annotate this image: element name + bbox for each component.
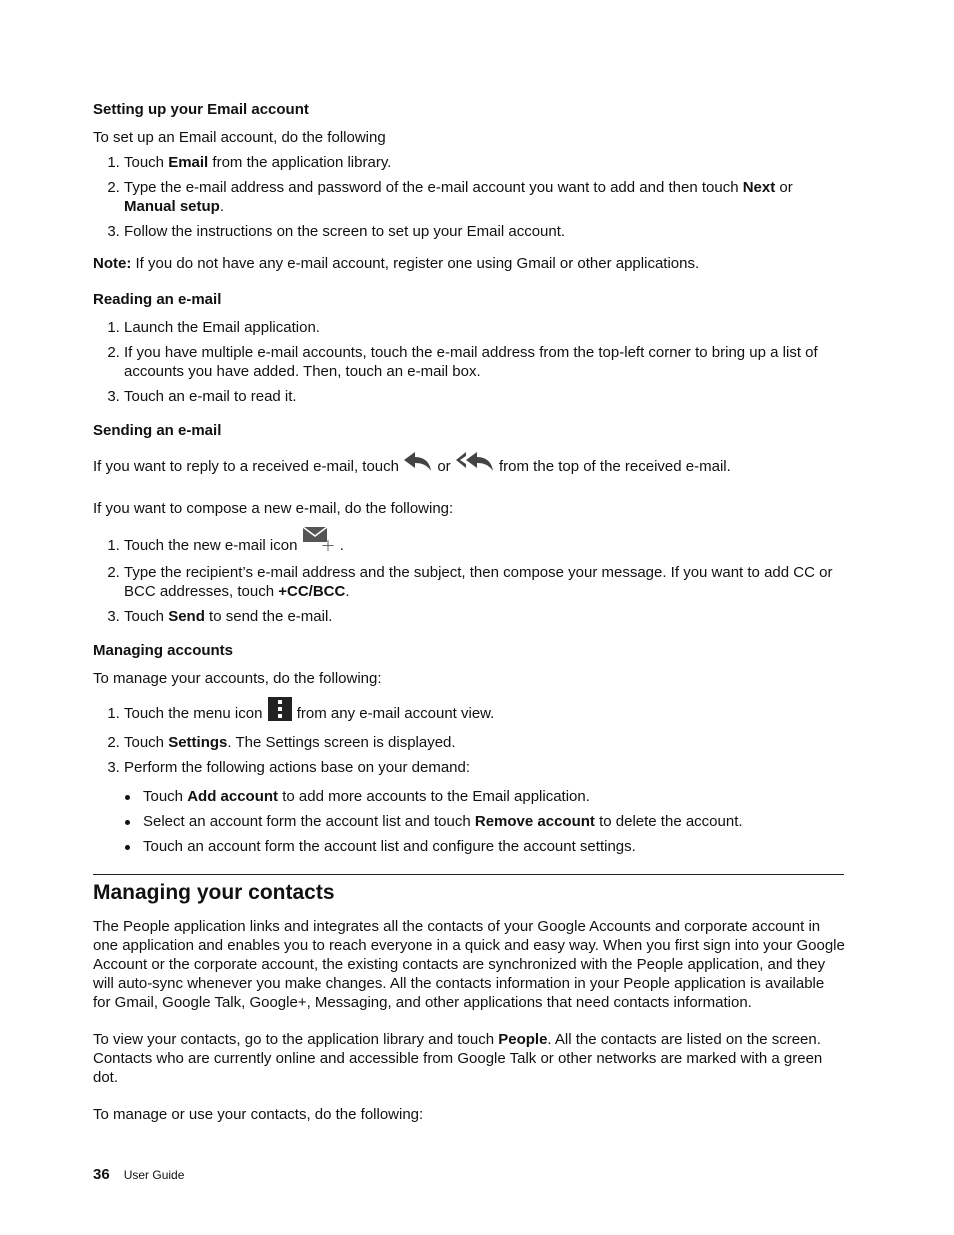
menu-icon <box>267 696 293 727</box>
contacts-title: Managing your contacts <box>93 881 335 904</box>
section-divider <box>93 874 844 875</box>
contacts-para-1: The People application links and integrates all the contacts of your Google Accounts and corporate account in one application and enables you to reach everyone in a quick and easy way. When you first sign into your Google Account or the corporate account, the existing contacts are synchronized with the People application, and they will auto-sync whenever you make changes. All the contacts information in your People application is available for Gmail, Google Talk, Google+, Messaging, and other applications that need contacts information. <box>93 918 845 1011</box>
managing-actions <box>112 787 845 856</box>
list-item: 1. Launch the Email application. <box>124 318 845 337</box>
managing-intro: To manage your accounts, do the following: <box>93 670 382 687</box>
page-number: 36 <box>93 1166 110 1183</box>
setup-heading: Setting up your Email account <box>93 101 309 118</box>
document-body <box>93 100 845 1124</box>
sending-heading: Sending an e-mail <box>93 422 222 439</box>
list-item: 2. Type the e-mail address and password of the e-mail account you want to add and then touch Next or Manual setup. <box>124 178 845 216</box>
setup-note: Note: If you do not have any e-mail account, register one using Gmail or other applications. <box>93 255 700 272</box>
footer-title: User Guide <box>123 1168 185 1182</box>
list-item: Touch Add account to add more accounts to the Email application. <box>112 787 845 806</box>
list-item: Select an account form the account list and touch Remove account to delete the account. <box>112 812 845 831</box>
setup-steps <box>93 153 845 241</box>
contacts-para-2: To view your contacts, go to the application library and touch People. All the contacts are listed on the screen. Contacts who are currently online and accessible from Google Talk or other networks are marked with a green dot. <box>93 1031 823 1086</box>
list-item: 3. Touch an e-mail to read it. <box>124 387 845 406</box>
reading-heading: Reading an e-mail <box>93 291 222 308</box>
list-item: 1. Touch Email from the application library. <box>124 153 845 172</box>
list-item: 2. If you have multiple e-mail accounts, touch the e-mail address from the top-left corner to bring up a list of accounts you have added. Then, touch an e-mail box. <box>124 343 845 381</box>
list-item: Touch an account form the account list and configure the account settings. <box>112 837 845 856</box>
page-footer <box>93 1166 184 1183</box>
reply-all-icon <box>455 449 495 480</box>
reading-steps <box>93 318 845 406</box>
list-item: 3. Follow the instructions on the screen to set up your Email account. <box>124 222 845 241</box>
reply-icon <box>403 449 433 480</box>
compose-intro: If you want to compose a new e-mail, do the following: <box>93 500 454 517</box>
list-item: 1. Touch the menu icon from any e-mail account view. <box>124 696 845 727</box>
contacts-para-3: To manage or use your contacts, do the following: <box>93 1106 424 1123</box>
setup-intro: To set up an Email account, do the following <box>93 129 386 146</box>
managing-heading: Managing accounts <box>93 642 234 659</box>
list-item: 3. Perform the following actions base on your demand: Touch Add account to add more accounts to the Email application. Select an account form the account list and touch Remove account to delete the account. Touch an account form the account list and configure the account settings. <box>124 758 845 856</box>
list-item: 1. Touch the new e-mail icon . <box>124 526 845 557</box>
list-item: 3. Touch Send to send the e-mail. <box>124 607 845 626</box>
reply-paragraph: If you want to reply to a received e-mail, touch or from the top of the received e-mail. <box>93 449 845 480</box>
compose-steps <box>93 526 845 626</box>
list-item: 2. Type the recipient’s e-mail address and the subject, then compose your message. If you want to add CC or BCC addresses, touch +CC/BCC. <box>124 563 845 601</box>
list-item: 2. Touch Settings. The Settings screen is displayed. <box>124 733 845 752</box>
new-email-icon <box>302 526 336 557</box>
managing-steps <box>93 696 845 856</box>
